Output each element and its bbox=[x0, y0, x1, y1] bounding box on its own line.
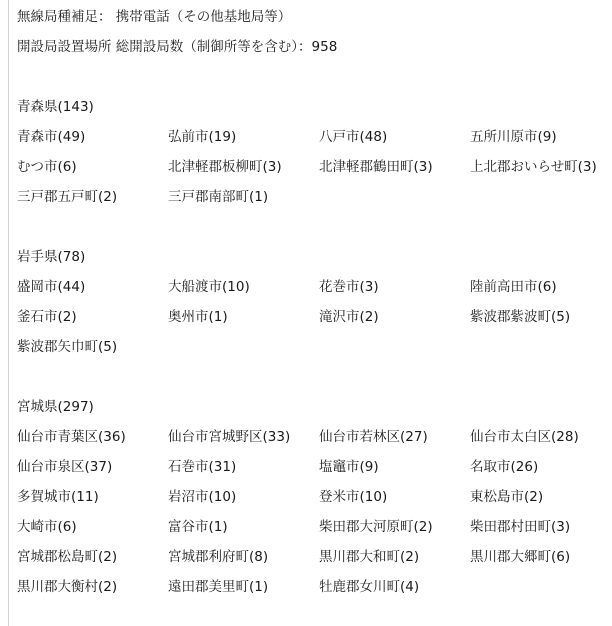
city-entry: 紫波郡矢巾町(5) bbox=[17, 339, 118, 355]
city-entry: 柴田郡村田町(3) bbox=[470, 519, 571, 535]
city-grid bbox=[17, 127, 612, 217]
city-entry: 大崎市(6) bbox=[17, 519, 77, 535]
city-entry: むつ市(6) bbox=[17, 159, 77, 175]
city-entry: 弘前市(19) bbox=[168, 129, 237, 145]
city-entry: 八戸市(48) bbox=[319, 129, 388, 145]
city-entry: 釜石市(2) bbox=[17, 309, 77, 325]
city-entry: 上北郡おいらせ町(3) bbox=[470, 159, 597, 175]
city-entry: 花巻市(3) bbox=[319, 279, 379, 295]
city-entry: 三戸郡南部町(1) bbox=[168, 189, 269, 205]
city-entry: 青森市(49) bbox=[17, 129, 86, 145]
prefecture-heading: 青森県(143) bbox=[17, 99, 94, 115]
city-entry: 東松島市(2) bbox=[470, 489, 544, 505]
city-entry: 黒川郡大衡村(2) bbox=[17, 579, 118, 595]
city-entry: 仙台市青葉区(36) bbox=[17, 429, 126, 445]
city-entry: 北津軽郡鶴田町(3) bbox=[319, 159, 433, 175]
city-entry: 仙台市宮城野区(33) bbox=[168, 429, 291, 445]
city-entry: 五所川原市(9) bbox=[470, 129, 557, 145]
city-entry: 仙台市太白区(28) bbox=[470, 429, 579, 445]
total-stations-summary-line: 開設局設置場所 総開設局数（制御所等を含む）：958 bbox=[17, 39, 338, 55]
city-entry: 滝沢市(2) bbox=[319, 309, 379, 325]
city-entry: 富谷市(1) bbox=[168, 519, 228, 535]
city-entry: 多賀城市(11) bbox=[17, 489, 99, 505]
city-entry: 登米市(10) bbox=[319, 489, 388, 505]
city-entry: 奥州市(1) bbox=[168, 309, 228, 325]
city-entry: 北津軽郡板柳町(3) bbox=[168, 159, 282, 175]
prefecture-list bbox=[17, 67, 612, 607]
city-entry: 仙台市泉区(37) bbox=[17, 459, 113, 475]
city-entry: 宮城郡松島町(2) bbox=[17, 549, 118, 565]
city-entry: 塩竈市(9) bbox=[319, 459, 379, 475]
station-location-document bbox=[17, 7, 612, 607]
city-entry: 牡鹿郡女川町(4) bbox=[319, 579, 420, 595]
section-spacer bbox=[17, 67, 612, 97]
prefecture-heading: 宮城県(297) bbox=[17, 399, 94, 415]
radio-station-category-line: 無線局種補足： 携帯電話（その他基地局等） bbox=[17, 9, 292, 25]
city-entry: 三戸郡五戸町(2) bbox=[17, 189, 118, 205]
section-spacer bbox=[17, 217, 612, 247]
city-entry: 大船渡市(10) bbox=[168, 279, 250, 295]
city-entry: 紫波郡紫波町(5) bbox=[470, 309, 571, 325]
city-entry: 名取市(26) bbox=[470, 459, 539, 475]
city-entry: 柴田郡大河原町(2) bbox=[319, 519, 433, 535]
city-entry: 宮城郡利府町(8) bbox=[168, 549, 269, 565]
city-entry: 黒川郡大和町(2) bbox=[319, 549, 420, 565]
city-entry: 盛岡市(44) bbox=[17, 279, 86, 295]
prefecture-heading: 岩手県(78) bbox=[17, 249, 86, 265]
city-entry: 黒川郡大郷町(6) bbox=[470, 549, 571, 565]
city-entry: 遠田郡美里町(1) bbox=[168, 579, 269, 595]
city-entry: 仙台市若林区(27) bbox=[319, 429, 428, 445]
city-grid bbox=[17, 277, 612, 367]
section-spacer bbox=[17, 367, 612, 397]
city-entry: 岩沼市(10) bbox=[168, 489, 237, 505]
city-entry: 陸前高田市(6) bbox=[470, 279, 557, 295]
city-entry: 石巻市(31) bbox=[168, 459, 237, 475]
left-border-rule bbox=[8, 0, 9, 626]
city-grid bbox=[17, 427, 612, 607]
